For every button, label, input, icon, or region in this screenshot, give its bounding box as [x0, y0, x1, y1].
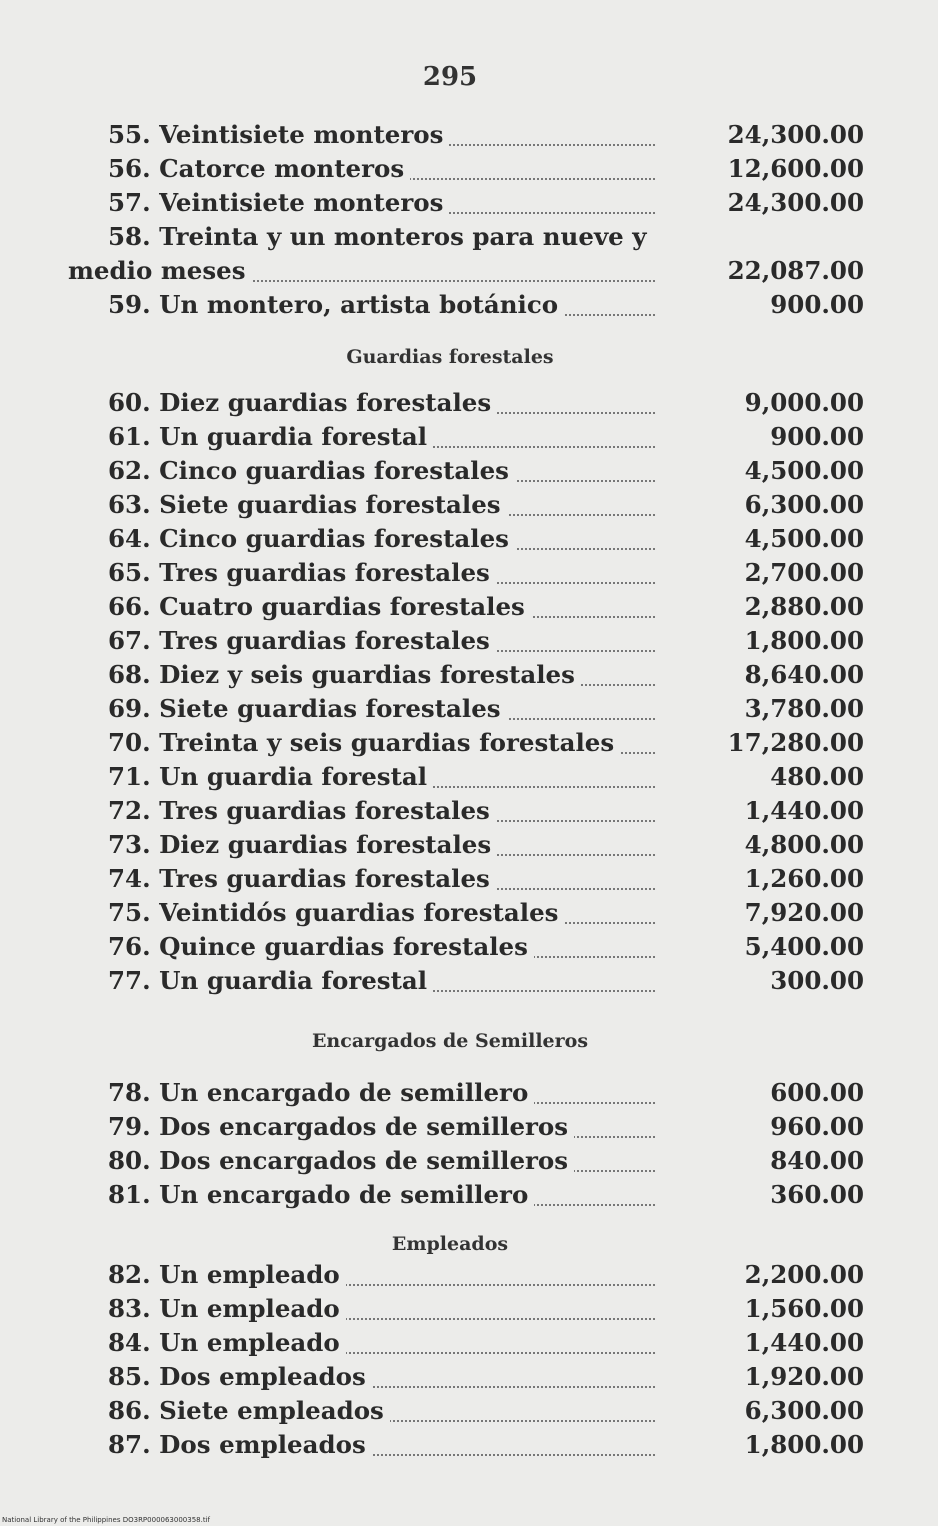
item-number: 85.	[108, 1362, 151, 1391]
item-amount: 480.00	[770, 762, 864, 791]
item-amount: 4,500.00	[744, 456, 864, 485]
list-item	[0, 556, 938, 590]
list-item	[0, 488, 938, 522]
list-item	[0, 692, 938, 726]
item-number: 87.	[108, 1430, 151, 1459]
item-number: 72.	[108, 796, 151, 825]
list-item	[0, 1326, 938, 1360]
item-text: Un guardia forestal	[159, 966, 428, 995]
section-heading-empleados: Empleados	[391, 1233, 509, 1255]
item-amount: 8,640.00	[744, 660, 864, 689]
item-number: 67.	[108, 626, 151, 655]
item-amount: 22,087.00	[727, 256, 864, 285]
archive-footer: National Library of the Philippines DO3RP000063000358.tif	[2, 1516, 210, 1524]
item-number: 56.	[108, 154, 151, 183]
list-item	[0, 930, 938, 964]
item-text: Dos empleados	[159, 1362, 366, 1391]
item-number: 81.	[108, 1180, 151, 1209]
item-text: Dos empleados	[159, 1430, 366, 1459]
list-item	[0, 590, 938, 624]
item-amount: 1,920.00	[744, 1362, 864, 1391]
item-number: 83.	[108, 1294, 151, 1323]
list-item	[0, 862, 938, 896]
item-text: Siete guardias forestales	[159, 694, 501, 723]
item-number: 71.	[108, 762, 151, 791]
list-item	[0, 1360, 938, 1394]
item-text: Diez y seis guardias forestales	[159, 660, 575, 689]
item-text: Dos encargados de semilleros	[159, 1146, 569, 1175]
item-amount: 900.00	[770, 290, 864, 319]
item-text: Un encargado de semillero	[159, 1078, 529, 1107]
item-text: Tres guardias forestales	[159, 558, 490, 587]
list-item	[0, 658, 938, 692]
list-item	[0, 1076, 938, 1110]
item-text: Diez guardias forestales	[159, 830, 492, 859]
list-item	[0, 1258, 938, 1292]
item-number: 68.	[108, 660, 151, 689]
list-item	[0, 186, 938, 220]
list-item	[0, 220, 938, 254]
section-heading-guardias: Guardias forestales	[346, 346, 554, 368]
item-amount: 3,780.00	[744, 694, 864, 723]
item-amount: 17,280.00	[727, 728, 864, 757]
item-amount: 4,500.00	[744, 524, 864, 553]
item-text: Catorce monteros	[159, 154, 405, 183]
monteros-group	[0, 118, 938, 220]
item-amount: 7,920.00	[744, 898, 864, 927]
item-amount: 1,440.00	[744, 1328, 864, 1357]
item-text: Un empleado	[159, 1328, 340, 1357]
item-number: 66.	[108, 592, 151, 621]
item-text: Un empleado	[159, 1294, 340, 1323]
item-text: Diez guardias forestales	[159, 388, 492, 417]
item-amount: 2,200.00	[744, 1260, 864, 1289]
section-heading-encargados: Encargados de Semilleros	[311, 1030, 589, 1052]
item-text: Tres guardias forestales	[159, 626, 490, 655]
item-amount: 1,260.00	[744, 864, 864, 893]
item-amount: 6,300.00	[744, 490, 864, 519]
list-item	[0, 152, 938, 186]
item-amount: 5,400.00	[744, 932, 864, 961]
item-amount: 300.00	[770, 966, 864, 995]
list-item	[0, 1144, 938, 1178]
list-item	[0, 1110, 938, 1144]
list-item	[0, 624, 938, 658]
item-amount: 600.00	[770, 1078, 864, 1107]
item-number: 82.	[108, 1260, 151, 1289]
item-text: Cinco guardias forestales	[159, 524, 509, 553]
item-number: 86.	[108, 1396, 151, 1425]
item-text: Siete empleados	[159, 1396, 384, 1425]
item-number: 69.	[108, 694, 151, 723]
item-number: 61.	[108, 422, 151, 451]
item-number: 74.	[108, 864, 151, 893]
list-item	[0, 1178, 938, 1212]
item-amount: 24,300.00	[727, 120, 864, 149]
item-number: 75.	[108, 898, 151, 927]
item-number: 78.	[108, 1078, 151, 1107]
item-text: Veintidós guardias forestales	[159, 898, 559, 927]
item-text: Veintisiete monteros	[159, 188, 444, 217]
item-number: 60.	[108, 388, 151, 417]
item-number: 80.	[108, 1146, 151, 1175]
item-amount: 2,880.00	[744, 592, 864, 621]
item-text: Un encargado de semillero	[159, 1180, 529, 1209]
item-text: Treinta y seis guardias forestales	[159, 728, 615, 757]
item-amount: 6,300.00	[744, 1396, 864, 1425]
item-amount: 24,300.00	[727, 188, 864, 217]
item-number: 70.	[108, 728, 151, 757]
list-item	[0, 420, 938, 454]
item-text: Cuatro guardias forestales	[159, 592, 525, 621]
item-text: Dos encargados de semilleros	[159, 1112, 569, 1141]
item-text: Un montero, artista botánico	[159, 290, 559, 319]
item-text: Cinco guardias forestales	[159, 456, 509, 485]
item-amount: 900.00	[770, 422, 864, 451]
item-text: 58. Treinta y un monteros para nueve y	[108, 222, 653, 251]
list-item	[0, 118, 938, 152]
item-amount: 4,800.00	[744, 830, 864, 859]
item-number: 55.	[108, 120, 151, 149]
item-number: 79.	[108, 1112, 151, 1141]
list-item	[0, 288, 938, 322]
item-number: 59.	[108, 290, 151, 319]
item-text: Tres guardias forestales	[159, 864, 490, 893]
list-item	[0, 828, 938, 862]
item-amount: 1,800.00	[744, 626, 864, 655]
empleados-group	[0, 1258, 938, 1462]
item-amount: 840.00	[770, 1146, 864, 1175]
item-number: 73.	[108, 830, 151, 859]
list-item	[0, 386, 938, 420]
item-amount: 360.00	[770, 1180, 864, 1209]
item-text: Veintisiete monteros	[159, 120, 444, 149]
item-text: Un guardia forestal	[159, 422, 428, 451]
list-item	[0, 1292, 938, 1326]
item-amount: 1,800.00	[744, 1430, 864, 1459]
item-amount: 960.00	[770, 1112, 864, 1141]
list-item	[0, 896, 938, 930]
page-number: 295	[422, 62, 478, 92]
item-number: 63.	[108, 490, 151, 519]
item-number: 65.	[108, 558, 151, 587]
list-item	[0, 254, 938, 288]
item-amount: 12,600.00	[727, 154, 864, 183]
list-item	[0, 964, 938, 998]
list-item	[0, 760, 938, 794]
list-item	[0, 726, 938, 760]
item-text: Siete guardias forestales	[159, 490, 501, 519]
item-number: 77.	[108, 966, 151, 995]
item-text: Un guardia forestal	[159, 762, 428, 791]
item-text: medio meses	[68, 256, 252, 285]
item-number: 76.	[108, 932, 151, 961]
list-item	[0, 1428, 938, 1462]
list-item	[0, 794, 938, 828]
item-text: Un empleado	[159, 1260, 340, 1289]
item-amount: 9,000.00	[744, 388, 864, 417]
list-item	[0, 1394, 938, 1428]
list-item	[0, 454, 938, 488]
item-number: 57.	[108, 188, 151, 217]
item-amount: 1,560.00	[744, 1294, 864, 1323]
item-amount: 2,700.00	[744, 558, 864, 587]
item-number: 84.	[108, 1328, 151, 1357]
list-item	[0, 522, 938, 556]
budget-list	[0, 118, 938, 1462]
item-amount: 1,440.00	[744, 796, 864, 825]
guardias-group	[0, 386, 938, 998]
item-number: 62.	[108, 456, 151, 485]
item-text: Tres guardias forestales	[159, 796, 490, 825]
encargados-group	[0, 1076, 938, 1212]
item-text: Quince guardias forestales	[159, 932, 528, 961]
item-number: 64.	[108, 524, 151, 553]
